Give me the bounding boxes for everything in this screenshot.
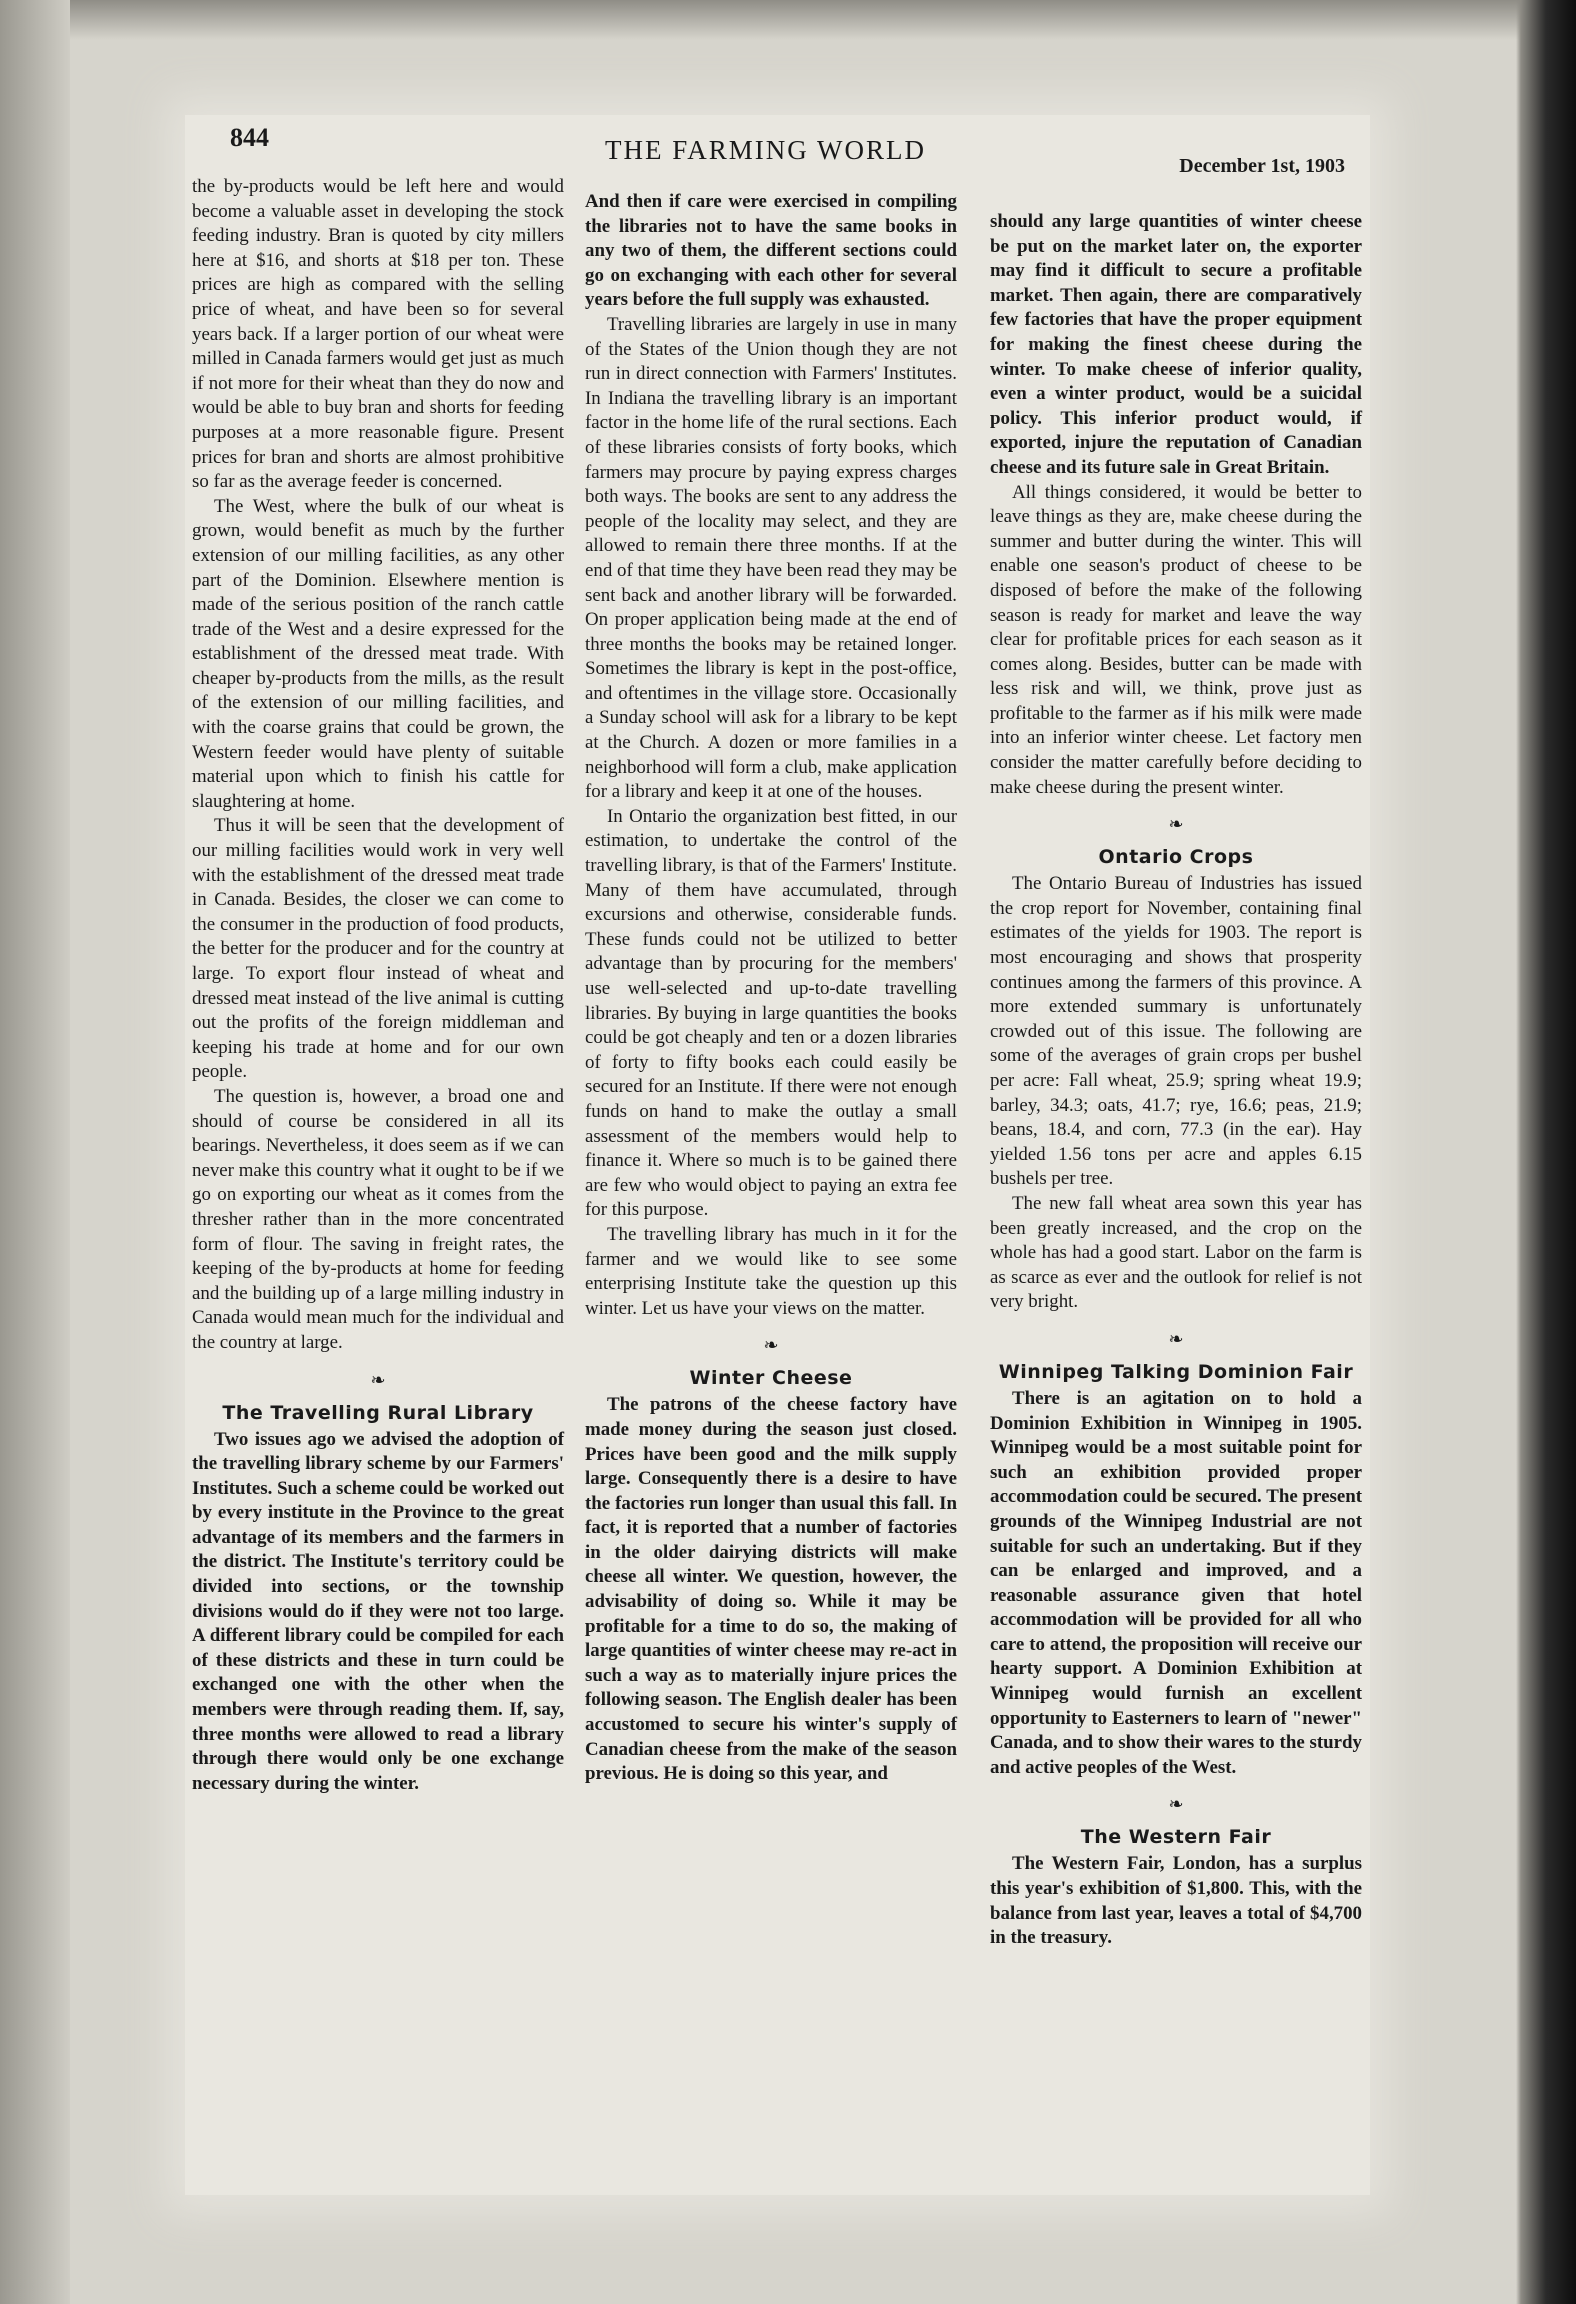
- article-paragraph: Thus it will be seen that the development of our milling facilities would work in very well with the establishment of the dressed meat trade in Canada. Besides, the closer we can come to the consumer in the production of food products, the better for the producer and for the country at large. To export flour instead of wheat and dressed meat instead of the live animal is cutting out the profits of the foreign middleman and keeping his trade at home and for our own people.: [192, 815, 564, 1083]
- article-paragraph: The Western Fair, London, has a surplus this year's exhibition of $1,800. This, with the balance from last year, leaves a total of $4,700 in the treasury.: [990, 1853, 1362, 1949]
- bold-article: [585, 1393, 957, 1787]
- leaf-ornament-icon: ❧: [1168, 1794, 1184, 1815]
- article-paragraph: All things considered, it would be better to leave things as they are, make cheese during the summer and butter during the winter. This will enable one season's product of cheese to be disposed of before the make of the following season is ready for market and leave the way clear for profitable prices for each season as it comes along. Besides, butter can be made with less risk and will, we think, prove just as profitable to the farmer as if his milk were made into an inferior winter cheese. Let factory men consider the matter carefully before deciding to make cheese during the present winter.: [990, 481, 1362, 798]
- article-paragraph: Two issues ago we advised the adoption of the travelling library scheme by our Farmers' Institutes. Such a scheme could be worked out by every institute in the Province to the great advantage of its members and the farmers in the district. The Institute's territory could be divided into sections, or the township divisions would do if they were not too large. A different library could be compiled for each of these districts and these in turn could be exchanged one with the other when the members were through reading them. If, say, three months were allowed to read a library through there would only be one exchange necessary during the winter.: [192, 1428, 564, 1794]
- bold-article: [192, 1428, 564, 1797]
- article-heading-travelling-library: The Travelling Rural Library: [222, 1401, 534, 1424]
- article-paragraph: The West, where the bulk of our wheat is grown, would benefit as much by the further extension of our milling facilities, as any other part of the Dominion. Elsewhere mention is made of the serious position of the ranch cattle trade of the West and a desire expressed for the establishment of the dressed meat trade. With cheaper by-products from the mills, as the result of the extension of our milling facilities, and with the coarse grains that could be grown, the Western feeder would have plenty of suitable material upon which to finish his cattle for slaughtering at home.: [192, 495, 564, 812]
- article-heading-winter-cheese: Winter Cheese: [689, 1367, 853, 1390]
- column-3: [990, 210, 1362, 1951]
- article-paragraph: The Ontario Bureau of Industries has issued the crop report for November, containing final estimates of the yields for 1903. The report is most encouraging and shows that prosperity continues among the farmers of this province. A more extended summary is unfortunately crowded out of this issue. The following are some of the averages of grain crops per bushel per acre: Fall wheat, 25.9; spring wheat 19.9; barley, 34.3; oats, 41.7; rye, 16.6; peas, 21.9; beans, 18.4, and corn, 77.3 (in the ear). Hay yielded 1.56 tons per acre and apples 6.15 bushels per tree.: [990, 873, 1362, 1190]
- column-2: [585, 190, 957, 1787]
- leaf-ornament-icon: ❧: [370, 1369, 386, 1390]
- article-paragraph: In Ontario the organization best fitted, in our estimation, to undertake the control of the travelling library, is that of the Farmers' Institute. Many of them have accumulated, through excursions and otherwise, considerable funds. These funds could not be utilized to better advantage than by procuring for the members' use well-selected and up-to-date travelling libraries. By buying in large quantities the books could be got cheaply and ten or a dozen libraries of forty to fifty books each could easily be secured for an Institute. If there were not enough funds on hand to make the outlay a small assessment of the members would help to finance it. Where so much is to be gained there are few who would object to paying an extra fee for this purpose.: [585, 805, 957, 1221]
- article-paragraph: The new fall wheat area sown this year has been greatly increased, and the crop on the whole has had a good start. Labor on the farm is as scarce as ever and the outlook for relief is not very bright.: [990, 1192, 1362, 1313]
- column-1: [192, 175, 564, 1796]
- bold-article: [990, 1387, 1362, 1781]
- article-paragraph: There is an agitation on to hold a Dominion Exhibition in Winnipeg in 1905. Winnipeg would be a most suitable point for such an exhibition provided proper accommodation could be secured. The present grounds of the Winnipeg Industrial are not suitable for such an undertaking. But if they can be enlarged and improved, and a reasonable assurance given that hotel accommodation will be provided for all who care to attend, the proposition will receive our hearty support. A Dominion Exhibition at Winnipeg would furnish an excellent opportunity to Easterners to learn of "newer" Canada, and to show their wares to the sturdy and active peoples of the West.: [990, 1387, 1362, 1778]
- article-paragraph: the by-products would be left here and would become a valuable asset in developing the stock feeding industry. Bran is quoted by city millers here at $16, and shorts at $18 per ton. These prices are high as compared with the selling price of wheat, and have been so for several years back. If a larger portion of our wheat were milled in Canada farmers would get just as much if not more for their wheat than they do now and would be able to buy bran and shorts for feeding purposes at a more reasonable figure. Present prices for bran and shorts are almost prohibitive so far as the average feeder is concerned.: [192, 176, 564, 493]
- page-number: 844: [230, 123, 269, 152]
- leaf-ornament-icon: ❧: [1168, 814, 1184, 835]
- bold-article: [585, 190, 957, 313]
- publication-title: THE FARMING WORLD: [605, 135, 926, 165]
- leaf-ornament-icon: ❧: [1168, 1328, 1184, 1349]
- newspaper-page: [185, 115, 1370, 2195]
- article-paragraph: The question is, however, a broad one and should of course be considered in all its bearings. Nevertheless, it does seem as if we can never make this country what it ought to be if we go on exporting our wheat as it comes from the thresher rather than in the more concentrated form of flour. The saving in freight rates, the keeping of the by-products at home for feeding and the building up of a large milling industry in Canada would mean much for the individual and the country at large.: [192, 1085, 564, 1353]
- issue-date: December 1st, 1903: [1179, 155, 1345, 177]
- scan-edge-top: [0, 0, 1576, 40]
- bold-article: [990, 210, 1362, 481]
- scan-edge-right: [1516, 0, 1576, 2304]
- page-header: [185, 115, 1370, 175]
- article-paragraph: The travelling library has much in it for the farmer and we would like to see some enterprising Institute take the question up this winter. Let us have your views on the matter.: [585, 1223, 957, 1319]
- article-paragraph: And then if care were exercised in compiling the libraries not to have the same books in any two of them, the different sections could go on exchanging with each other for several years before the full supply was exhausted.: [585, 191, 957, 311]
- article-paragraph: Travelling libraries are largely in use in many of the States of the Union though they are not run in direct connection with Farmers' Institutes. In Indiana the travelling library is an important factor in the home life of the rural sections. Each of these libraries consists of forty books, which farmers may procure by paying express charges both ways. The books are sent to any address the people of the locality may select, and they are allowed to remain there three months. If at the end of that time they have been read they may be sent back and another library will be forwarded. On proper application being made at the end of three months the books may be retained longer. Sometimes the library is kept in the post-office, and oftentimes in the village store. Occasionally a Sunday school will ask for a library to be kept at the Church. A dozen or more families in a neighborhood will form a club, make application for a library and keep it at one of the houses.: [585, 313, 957, 803]
- article-heading-western-fair: The Western Fair: [1080, 1826, 1272, 1849]
- leaf-ornament-icon: ❧: [763, 1335, 779, 1356]
- article-heading-winnipeg-fair: Winnipeg Talking Dominion Fair: [998, 1360, 1354, 1383]
- article-paragraph: The patrons of the cheese factory have made money during the season just closed. Prices have been good and the milk supply large. Consequently there is a desire to have the factories run longer than usual this fall. In fact, it is reported that a number of factories in the older dairying districts will make cheese all winter. We question, however, the advisability of doing so. While it may be profitable for a time to do so, the making of large quantities of winter cheese may re-act in such a way as to materially injure prices the following season. The English dealer has been accustomed to secure his winter's supply of Canadian cheese from the make of the season previous. He is doing so this year, and: [585, 1394, 957, 1785]
- scan-edge-left: [0, 0, 70, 2304]
- article-heading-ontario-crops: Ontario Crops: [1098, 846, 1254, 869]
- article-paragraph: should any large quantities of winter cheese be put on the market later on, the exporter may find it difficult to secure a profitable market. Then again, there are comparatively few factories that have the proper equipment for making the finest cheese during the winter. To make cheese of inferior quality, even a winter product, would be a suicidal policy. This inferior product would, if exported, injure the reputation of Canadian cheese and its future sale in Great Britain.: [990, 211, 1362, 478]
- bold-article: [990, 1852, 1362, 1950]
